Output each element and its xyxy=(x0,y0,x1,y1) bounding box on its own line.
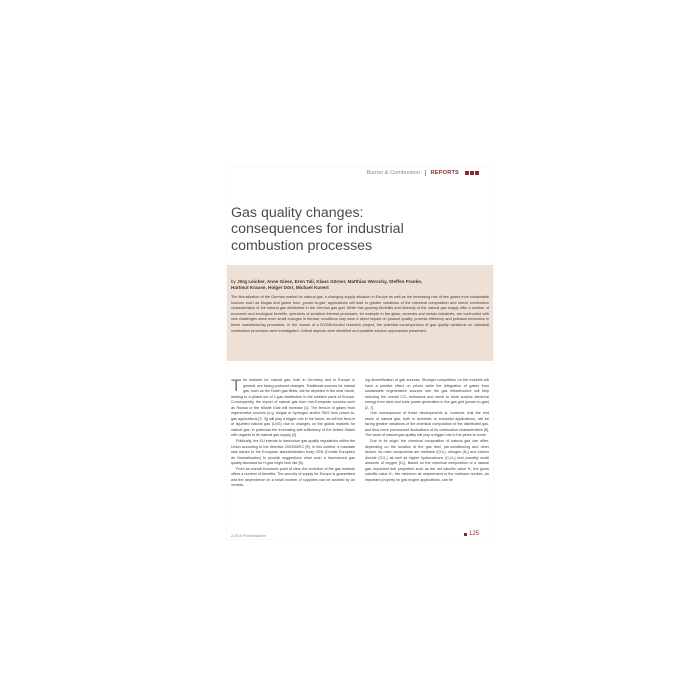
footer-page xyxy=(464,531,479,537)
paragraph: Due to its origin, the chemical composition of natural gas can differ, depending on the location of the gas field, pre-conditioning and other factors. Its main components are methane (CH₄), nitrogen (N₂) and carbon dioxide (CO₂) as well as higher hydrocarbons (C₂H₆) and possibly small amounts of oxygen [O₂]. Based on the chemical composition of a natural gas, important fuel properties such as the net calorific value Hᵢ, the gross calorific value Hₛ, the minimum air requirement or the methane number, an important property for gas engine applications, can be xyxy=(365,439,489,482)
paragraph: ing diversification of gas sources. Stronger competition on the markets will have a positive effect on prices while the integration of gases from sustainable regenerative sources into the gas infrastructure will help reducing the overall CO₂ emissions and serve to store surplus electrical energy from wind and solar power generation in the gas grid (power-to-gas) [2, 7]. xyxy=(365,378,489,410)
paragraph: One consequence of these developments is, however, that the end users of natural gas, both in domestic or industrial applications, will be facing greater variations of the chemical composition of the distributed gas, and thus more pronounced fluctuations of its combustion characteristics [8]. The issue of natural gas quality will play a bigger role in the years to come. xyxy=(365,411,489,438)
title-line: combustion processes xyxy=(231,237,373,254)
square-icon xyxy=(475,171,479,175)
authors-prefix: by xyxy=(231,279,236,284)
header-squares-icon xyxy=(465,171,479,175)
title-line: consequences for industrial xyxy=(231,221,404,238)
authors-line1: Jörg Leicher, Anne Giese, Eren Tali, Klaus Görner, Matthias Werschy, Steffen Franke, xyxy=(237,279,423,284)
paragraph: From an overall economic point of view, the evolution of the gas markets offers a number of benefits: The security of supply for Europe is guaranteed and the dependence on a small number of suppliers can be avoided by an increas- xyxy=(231,466,355,488)
body-column-right xyxy=(365,378,489,483)
header-divider xyxy=(425,170,426,176)
abstract-text: The liberalization of the German market for natural gas, a changing supply situation in Europe as well as the increasing role of fuel gases from sustainable sources such as biogas and gases from „power-to-gas“ applications will lead to greater variations of the chemical composition and hence combustion characteristics of the natural gas distributed in the German gas grid. While this growing flexibility and diversity of the natural gas supply offer a number of economic and ecological benefits, operators of sensitive thermal processes, for example in the glass, ceramics and metals industries, are confronted with new challenges since even small changes in furnace conditions may have a direct impact on product quality, process efficiency and pollutant emissions in these manufacturing processes. In the course of a DVGW-funded research project, the potential consequences of gas quality variations on industrial combustion processes were investigated. Critical aspects were identified and possible solution approaches presented. xyxy=(231,295,489,333)
body-column-left xyxy=(231,375,355,489)
footer-issue: 2-2015 Prozesswärme xyxy=(231,534,267,538)
title-line: Gas quality changes: xyxy=(231,205,364,221)
paragraph-text: he markets for natural gas, both in Germany and in Europe in general, are facing profound changes. Traditional sources for natural gas, such as the Dutch gas fields, will be depleted in the near future, leading to a phase-out of L-gas distribution in the western parts of Europe. Consequently, the import of natural gas from non-European sources such as Russia or the Middle East will increase [1]. The feed-in of gases from regenerative sources (e.g. biogas or hydrogen and/or SNG from power-to-gas applications [2, 3]) will play a bigger role in the future, as will the feed-in of liquefied natural gas (LNG) due to changes on the global markets for natural gas, in particular the increasing self-sufficiency of the United States with regards to its natural gas supply [4]. xyxy=(231,378,355,438)
page-header xyxy=(366,170,479,176)
authors xyxy=(231,279,489,291)
authors-line2: Hartmut Krause, Holger Dörr, Michael Kunert xyxy=(231,285,329,291)
square-icon xyxy=(465,171,469,175)
section-label: Burner & Combustion xyxy=(366,170,420,176)
article-title xyxy=(231,205,481,254)
paragraph xyxy=(231,375,355,439)
category-label: REPORTS xyxy=(430,170,459,176)
paragraph: Politically, the EU intends to harmonize gas quality regulations within the Union according to the directive 2003/55/EC [5]. In this context, a mandate was issued to the European standardisation body CEN (Comité Européen de Normalisation) to provide suggestions what such a harmonized gas quality standard for H-gas might look like [6]. xyxy=(231,439,355,466)
square-icon xyxy=(464,533,467,536)
page-number: 125 xyxy=(468,531,479,537)
square-icon xyxy=(470,171,474,175)
drop-cap: T xyxy=(231,375,242,395)
journal-page xyxy=(227,167,493,539)
